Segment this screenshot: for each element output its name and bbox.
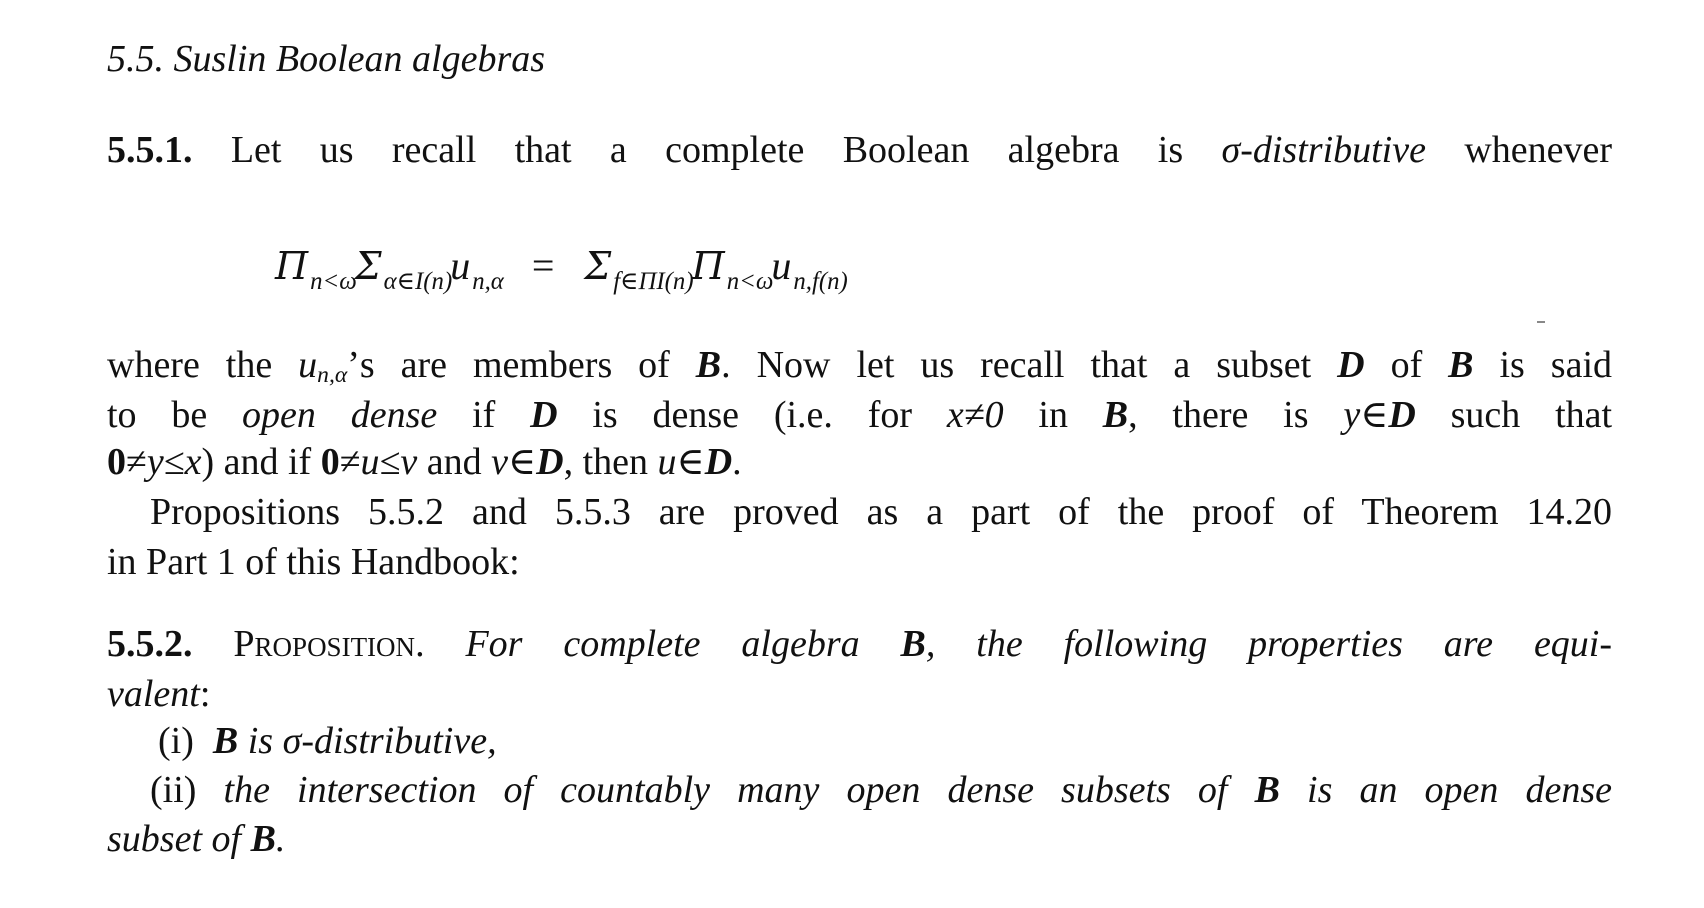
text-span: : <box>199 673 211 715</box>
symbol-D: D <box>1388 394 1416 436</box>
term-sigma-distributive: σ-distributive <box>1221 129 1426 171</box>
term-open-dense: open dense <box>242 394 438 436</box>
paragraph-3-line1: Propositions 5.5.2 and 5.5.3 are proved as a part of the proof of Theorem 14.20 <box>150 491 1612 533</box>
product-symbol: Π <box>275 244 309 288</box>
symbol-B: B <box>250 818 276 860</box>
sum-symbol: Σ <box>354 244 382 288</box>
text-span: ) and if <box>201 441 312 483</box>
text-span: such that <box>1450 394 1613 436</box>
item-text: . <box>275 818 286 860</box>
symbol-B: B <box>900 623 926 665</box>
paragraph-5-5-1-line1 <box>107 131 1612 169</box>
text-span: if <box>472 394 496 436</box>
variable-u: u <box>298 344 318 386</box>
u-n-alpha <box>298 344 347 386</box>
proposition-line1: 5.5.2. Proposition. For complete algebra B, the following properties are equi- <box>107 623 1613 665</box>
bold-zero: 0 <box>320 441 340 483</box>
text-span: . Now let us recall that a subset <box>721 344 1312 386</box>
text-span: ’s are members of <box>347 344 670 386</box>
proposition-line2 <box>107 675 210 713</box>
symbol-B: B <box>1448 344 1474 386</box>
text-span: in <box>1038 394 1068 436</box>
text-span: is dense (i.e. for <box>592 394 913 436</box>
list-item-continuation <box>107 820 285 858</box>
text-span: whenever <box>1464 129 1613 171</box>
list-item <box>158 722 497 760</box>
symbol-B: B <box>1102 394 1129 436</box>
symbol-D: D <box>1337 344 1365 386</box>
formula-subscript: f∈ΠI(n) <box>613 268 694 295</box>
paragraph-2-line1 <box>107 344 1612 388</box>
text-span: valent <box>107 673 200 715</box>
text-span: ≠ <box>126 441 147 483</box>
item-text: the intersection of countably many open dense subsets of <box>223 769 1228 811</box>
symbol-B: B <box>212 720 239 762</box>
math-inline: x≠0 <box>946 394 1004 436</box>
sum-symbol: Σ <box>584 244 612 288</box>
item-text: is an open dense <box>1307 769 1613 811</box>
text-span: Let us recall that a complete Boolean algebra is <box>230 129 1184 171</box>
symbol-D: D <box>536 441 564 483</box>
text-span: and <box>426 441 482 483</box>
text-span: , then <box>563 441 649 483</box>
formula-subscript: n,f(n) <box>793 268 848 295</box>
proposition-label: Proposition <box>233 623 416 665</box>
distributivity-formula <box>275 242 848 295</box>
math-inline: u≤v <box>360 441 418 483</box>
text-span: For complete algebra <box>465 623 860 665</box>
formula-subscript: n<ω <box>310 268 357 295</box>
subscript: n,α <box>317 362 348 388</box>
paragraph-3-line2: in Part 1 of this Handbook: <box>107 541 520 583</box>
item-text: subset of <box>107 818 242 860</box>
item-text: is σ-distributive, <box>247 720 497 762</box>
item-number: (i) <box>158 720 194 762</box>
math-inline: u∈ <box>657 441 705 483</box>
proposition-number: 5.5.2. <box>107 623 193 665</box>
paragraph-2-line3 <box>107 443 742 481</box>
symbol-D: D <box>704 441 733 483</box>
text-span: is said <box>1499 344 1612 386</box>
text-span: . <box>732 441 742 483</box>
text-span: ≠ <box>339 441 361 483</box>
text-span: to be <box>107 394 208 436</box>
math-inline: y∈ <box>1343 394 1389 436</box>
paragraph-2-line2 <box>107 396 1612 434</box>
symbol-D: D <box>530 394 558 436</box>
product-symbol: Π <box>691 244 725 288</box>
paragraph-number: 5.5.1. <box>107 129 193 171</box>
text-span: of <box>1390 344 1423 386</box>
list-item <box>150 771 1612 809</box>
math-inline: v∈ <box>491 441 537 483</box>
item-number: (ii) <box>150 769 197 811</box>
text-span: , the following properties are equi- <box>925 623 1613 665</box>
symbol-B: B <box>695 344 722 386</box>
formula-subscript: n,α <box>472 268 504 295</box>
formula-variable: u <box>771 243 792 288</box>
formula-variable: u <box>450 243 471 288</box>
formula-subscript: n<ω <box>726 268 774 295</box>
text-span: , there is <box>1128 394 1309 436</box>
text-span: where the <box>107 344 273 386</box>
bold-zero: 0 <box>107 441 126 483</box>
margin-mark <box>1537 321 1545 323</box>
formula-subscript: α∈I(n) <box>383 268 453 295</box>
equals-sign: = <box>531 243 555 288</box>
math-inline: y≤x <box>146 441 202 483</box>
symbol-B: B <box>1254 769 1280 811</box>
section-heading: 5.5. Suslin Boolean algebras <box>107 38 546 80</box>
